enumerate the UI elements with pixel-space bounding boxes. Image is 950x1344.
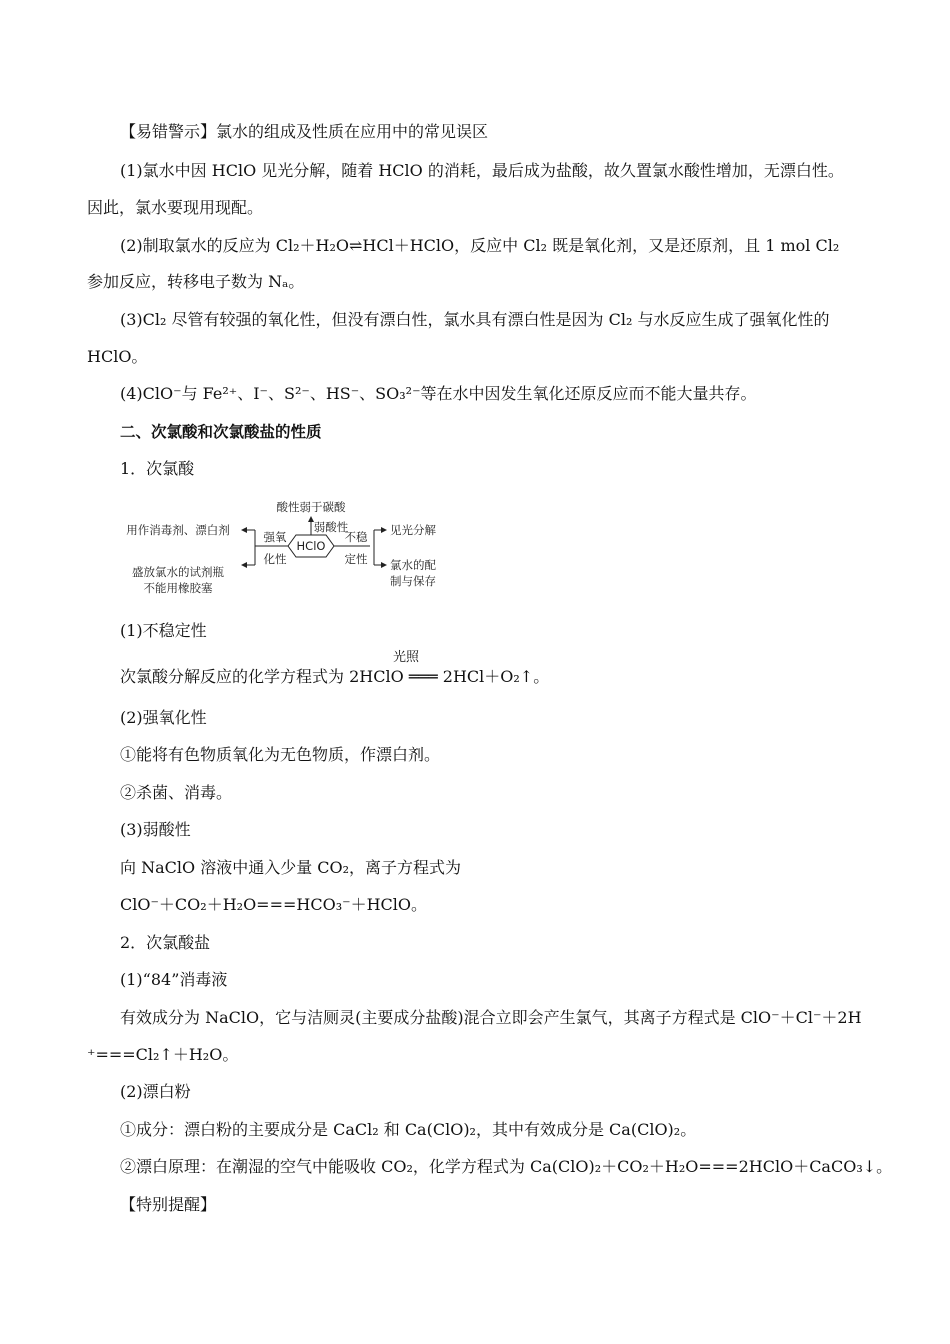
diagram-left-out2a: 盛放氯水的试剂瓶 bbox=[132, 565, 224, 579]
diagram-right-label1: 不稳 bbox=[344, 530, 368, 544]
bleach-b: ②漂白原理：在潮湿的空气中能吸收 CO₂，化学方程式为 Ca(ClO)₂＋CO₂＋H₂O===2HClO＋CaCO₃↓。 bbox=[120, 1157, 893, 1176]
warning-p3a: (3)Cl₂ 尽管有较强的氧化性，但没有漂白性，氯水具有漂白性是因为 Cl₂ 与水反应生成了强氧化性的 bbox=[120, 310, 830, 329]
subsection-hclo: 1．次氯酸 bbox=[120, 459, 195, 478]
warning-p2b: 参加反应，转移电子数为 Nₐ。 bbox=[87, 272, 305, 291]
s84-b: ⁺===Cl₂↑＋H₂O。 bbox=[87, 1045, 239, 1064]
diagram-left-label2: 化性 bbox=[263, 552, 287, 566]
diagram-right-label2: 定性 bbox=[344, 552, 368, 566]
diagram-left-out2b: 不能用橡胶塞 bbox=[143, 581, 213, 595]
diagram-right-out1: 见光分解 bbox=[390, 523, 436, 537]
hclo-property-diagram bbox=[112, 497, 452, 602]
diagram-top2: 弱酸性 bbox=[313, 520, 349, 534]
h-84: (1)“84”消毒液 bbox=[120, 970, 228, 989]
diagram-right-out2a: 氯水的配 bbox=[390, 558, 436, 572]
eq1: 次氯酸分解反应的化学方程式为 2HClO ═══ 2HCl＋O₂↑。 bbox=[120, 667, 550, 686]
section-heading: 二、次氯酸和次氯酸盐的性质 bbox=[120, 423, 322, 441]
diagram-left-out1: 用作消毒剂、漂白剂 bbox=[126, 523, 230, 537]
eq1-condition: 光照 bbox=[393, 650, 420, 665]
warning-p1b: 因此，氯水要现用现配。 bbox=[87, 198, 264, 217]
subsection-hypochlorite: 2．次氯酸盐 bbox=[120, 933, 211, 952]
s84-a: 有效成分为 NaClO，它与洁厕灵(主要成分盐酸)混合立即会产生氯气，其离子方程式是 ClO⁻＋Cl⁻＋2H bbox=[120, 1008, 862, 1027]
oxidizing-1: ①能将有色物质氧化为无色物质，作漂白剂。 bbox=[120, 745, 441, 764]
warning-p2a: (2)制取氯水的反应为 Cl₂＋H₂O⇌HCl＋HClO，反应中 Cl₂ 既是氧化剂，又是还原剂，且 1 mol Cl₂ bbox=[120, 236, 840, 255]
warning-title: 【易错警示】氯水的组成及性质在应用中的常见误区 bbox=[120, 122, 489, 141]
oxidizing-2: ②杀菌、消毒。 bbox=[120, 783, 233, 802]
h-bleach: (2)漂白粉 bbox=[120, 1082, 191, 1101]
bleach-a: ①成分：漂白粉的主要成分是 CaCl₂ 和 Ca(ClO)₂，其中有效成分是 Ca(ClO)₂。 bbox=[120, 1120, 697, 1139]
h-oxidizing: (2)强氧化性 bbox=[120, 708, 207, 727]
special-reminder: 【特别提醒】 bbox=[120, 1195, 217, 1214]
diagram-right-out2b: 制与保存 bbox=[390, 574, 436, 588]
warning-p1a: (1)氯水中因 HClO 见光分解，随着 HClO 的消耗，最后成为盐酸，故久置氯水酸性增加，无漂白性。 bbox=[120, 161, 844, 180]
diagram-left-label1: 强氧 bbox=[263, 530, 287, 544]
h-weak-acid: (3)弱酸性 bbox=[120, 820, 191, 839]
diagram-center: HClO bbox=[296, 539, 326, 553]
weak-acid-1: 向 NaClO 溶液中通入少量 CO₂，离子方程式为 bbox=[120, 858, 462, 877]
warning-p4: (4)ClO⁻与 Fe²⁺、I⁻、S²⁻、HS⁻、SO₃²⁻等在水中因发生氧化还原反应而不能大量共存。 bbox=[120, 384, 757, 403]
diagram-top1: 酸性弱于碳酸 bbox=[276, 500, 346, 514]
h-unstable: (1)不稳定性 bbox=[120, 621, 207, 640]
warning-p3b: HClO。 bbox=[87, 347, 148, 366]
weak-acid-eq: ClO⁻＋CO₂＋H₂O===HCO₃⁻＋HClO。 bbox=[120, 895, 428, 914]
